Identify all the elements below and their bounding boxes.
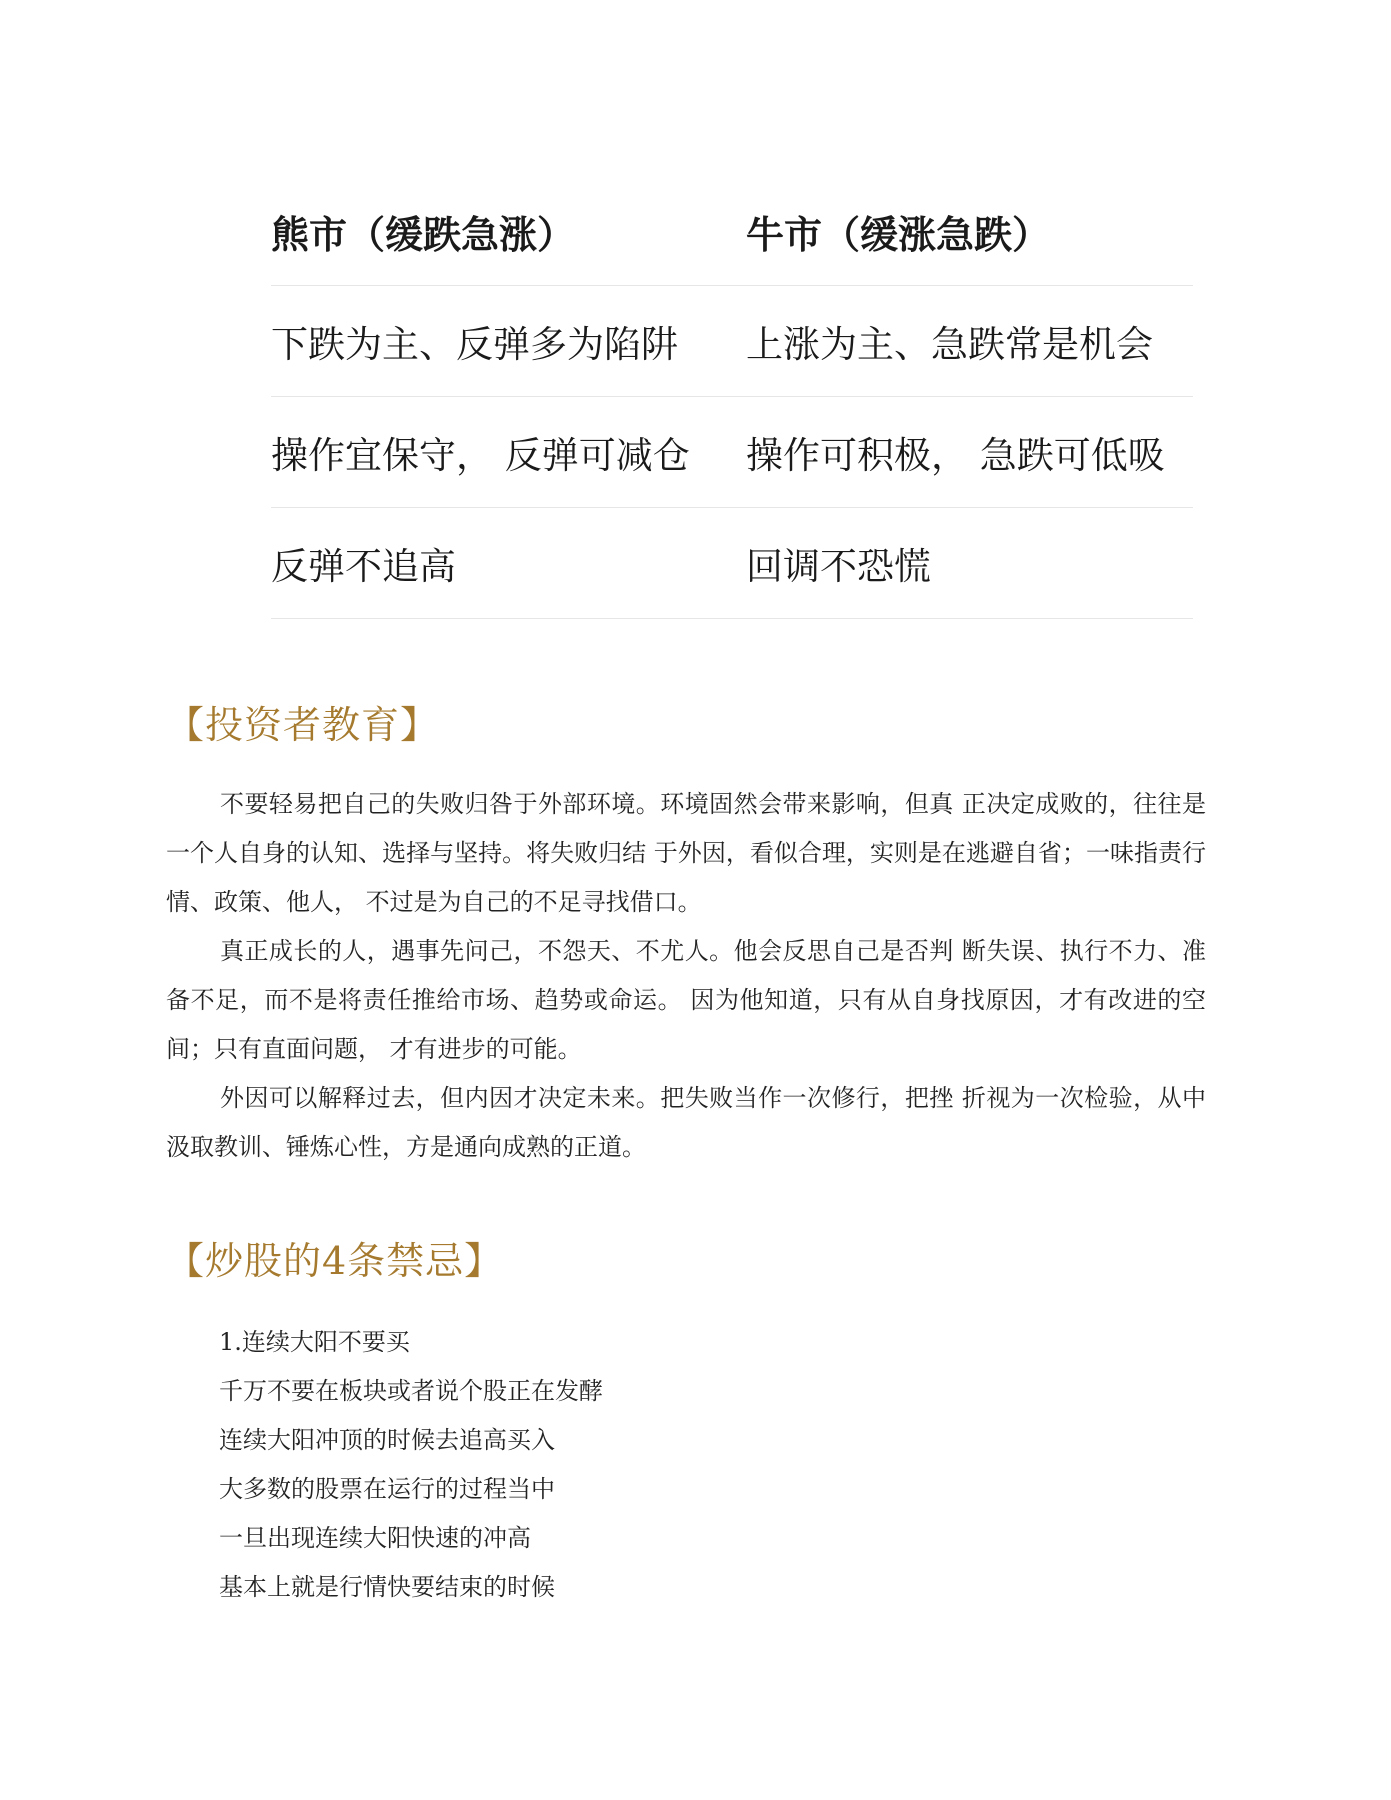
investor-education-body: [166, 780, 1206, 1172]
investor-education-heading: 【投资者教育】: [166, 703, 440, 747]
paragraph: 真正成长的人，遇事先问己，不怨天、不尤人。他会反思自己是否判 断失误、执行不力、准备不足，而不是将责任推给市场、趋势或命运。 因为他知道，只有从自身找原因，才有改进的空间；只有直面问题， 才有进步的可能。: [166, 937, 1206, 1063]
list-item: 1.连续大阳不要买: [219, 1328, 410, 1356]
table-header-row: [271, 186, 1193, 286]
list-item: 一旦出现连续大阳快速的冲高: [219, 1524, 531, 1552]
bull-market-cell: 操作可积极， 急跌可低吸: [746, 434, 1165, 477]
list-item: 大多数的股票在运行的过程当中: [219, 1475, 555, 1503]
bear-market-cell: 下跌为主、反弹多为陷阱: [271, 323, 678, 366]
paragraph: 不要轻易把自己的失败归咎于外部环境。环境固然会带来影响，但真 正决定成败的，往往是一个人自身的认知、选择与坚持。将失败归结 于外因，看似合理，实则是在逃避自省；一味指责行情、政策、他人， 不过是为自己的不足寻找借口。: [166, 790, 1206, 916]
stock-taboos-list: [219, 1318, 603, 1612]
bull-market-header: 牛市（缓涨急跌）: [746, 213, 1051, 257]
market-comparison-table: [271, 186, 1193, 619]
table-row: [271, 508, 1193, 619]
table-row: [271, 397, 1193, 508]
list-item: 连续大阳冲顶的时候去追高买入: [219, 1426, 555, 1454]
stock-taboos-heading: 【炒股的4条禁忌】: [166, 1239, 504, 1283]
list-item: 基本上就是行情快要结束的时候: [219, 1573, 555, 1601]
bear-market-cell: 反弹不追高: [271, 545, 456, 588]
table-row: [271, 286, 1193, 397]
bear-market-header: 熊市（缓跌急涨）: [271, 213, 576, 257]
paragraph: 外因可以解释过去，但内因才决定未来。把失败当作一次修行，把挫 折视为一次检验，从中汲取教训、锤炼心性，方是通向成熟的正道。: [166, 1084, 1206, 1161]
bull-market-cell: 回调不恐慌: [746, 545, 931, 588]
list-item: 千万不要在板块或者说个股正在发酵: [219, 1377, 603, 1405]
bear-market-cell: 操作宜保守， 反弹可减仓: [271, 434, 690, 477]
bull-market-cell: 上涨为主、急跌常是机会: [746, 323, 1153, 366]
